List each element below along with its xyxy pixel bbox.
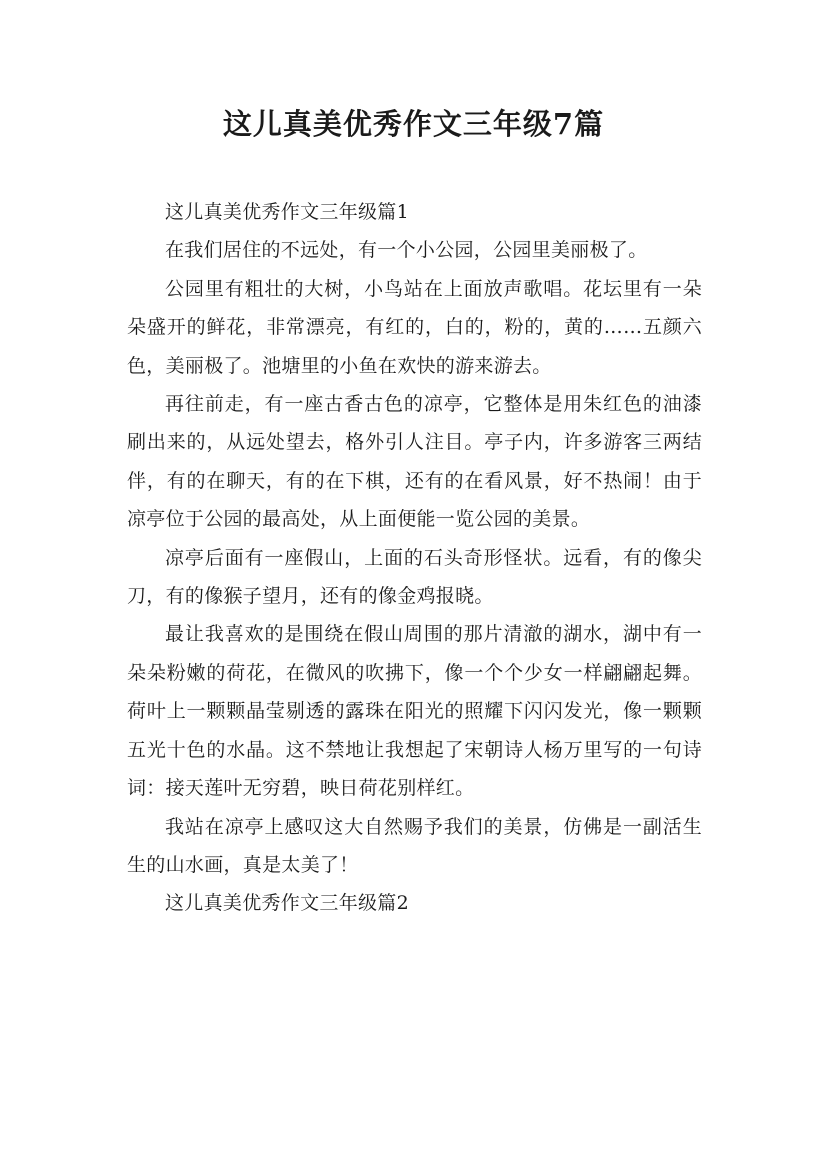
paragraph: 在我们居住的不远处，有一个小公园，公园里美丽极了。 bbox=[165, 239, 648, 262]
paragraph: 再往前走，有一座古香古色的凉亭，它整体是用朱红色的油漆刷出来的，从远处望去，格外引人注目。亭子内，许多游客三两结伴，有的在聊天，有的在下棋，还有的在看风景，好不热闹！由于凉亭位于公园的最高处，从上面便能一览公园的美景。 bbox=[127, 393, 702, 531]
paragraph: 最让我喜欢的是围绕在假山周围的那片清澈的湖水，湖中有一朵朵粉嫩的荷花，在微风的吹拂下，像一个个少女一样翩翩起舞。荷叶上一颗颗晶莹剔透的露珠在阳光的照耀下闪闪发光，像一颗颗五光十色的水晶。这不禁地让我想起了宋朝诗人杨万里写的一句诗词：接天莲叶无穷碧，映日荷花别样红。 bbox=[127, 623, 702, 800]
document-body bbox=[127, 193, 702, 923]
document-title: 这儿真美优秀作文三年级7篇 bbox=[222, 107, 605, 141]
section-heading: 这儿真美优秀作文三年级篇1 bbox=[165, 201, 409, 223]
paragraph: 公园里有粗壮的大树，小鸟站在上面放声歌唱。花坛里有一朵朵盛开的鲜花，非常漂亮，有红的，白的，粉的，黄的……五颜六色，美丽极了。池塘里的小鱼在欢快的游来游去。 bbox=[127, 277, 702, 377]
section-heading: 这儿真美优秀作文三年级篇2 bbox=[165, 892, 409, 915]
paragraph: 凉亭后面有一座假山，上面的石头奇形怪状。远看，有的像尖刀，有的像猴子望月，还有的像金鸡报晓。 bbox=[127, 546, 702, 608]
paragraph: 我站在凉亭上感叹这大自然赐予我们的美景，仿佛是一副活生生的山水画，真是太美了！ bbox=[127, 815, 702, 876]
